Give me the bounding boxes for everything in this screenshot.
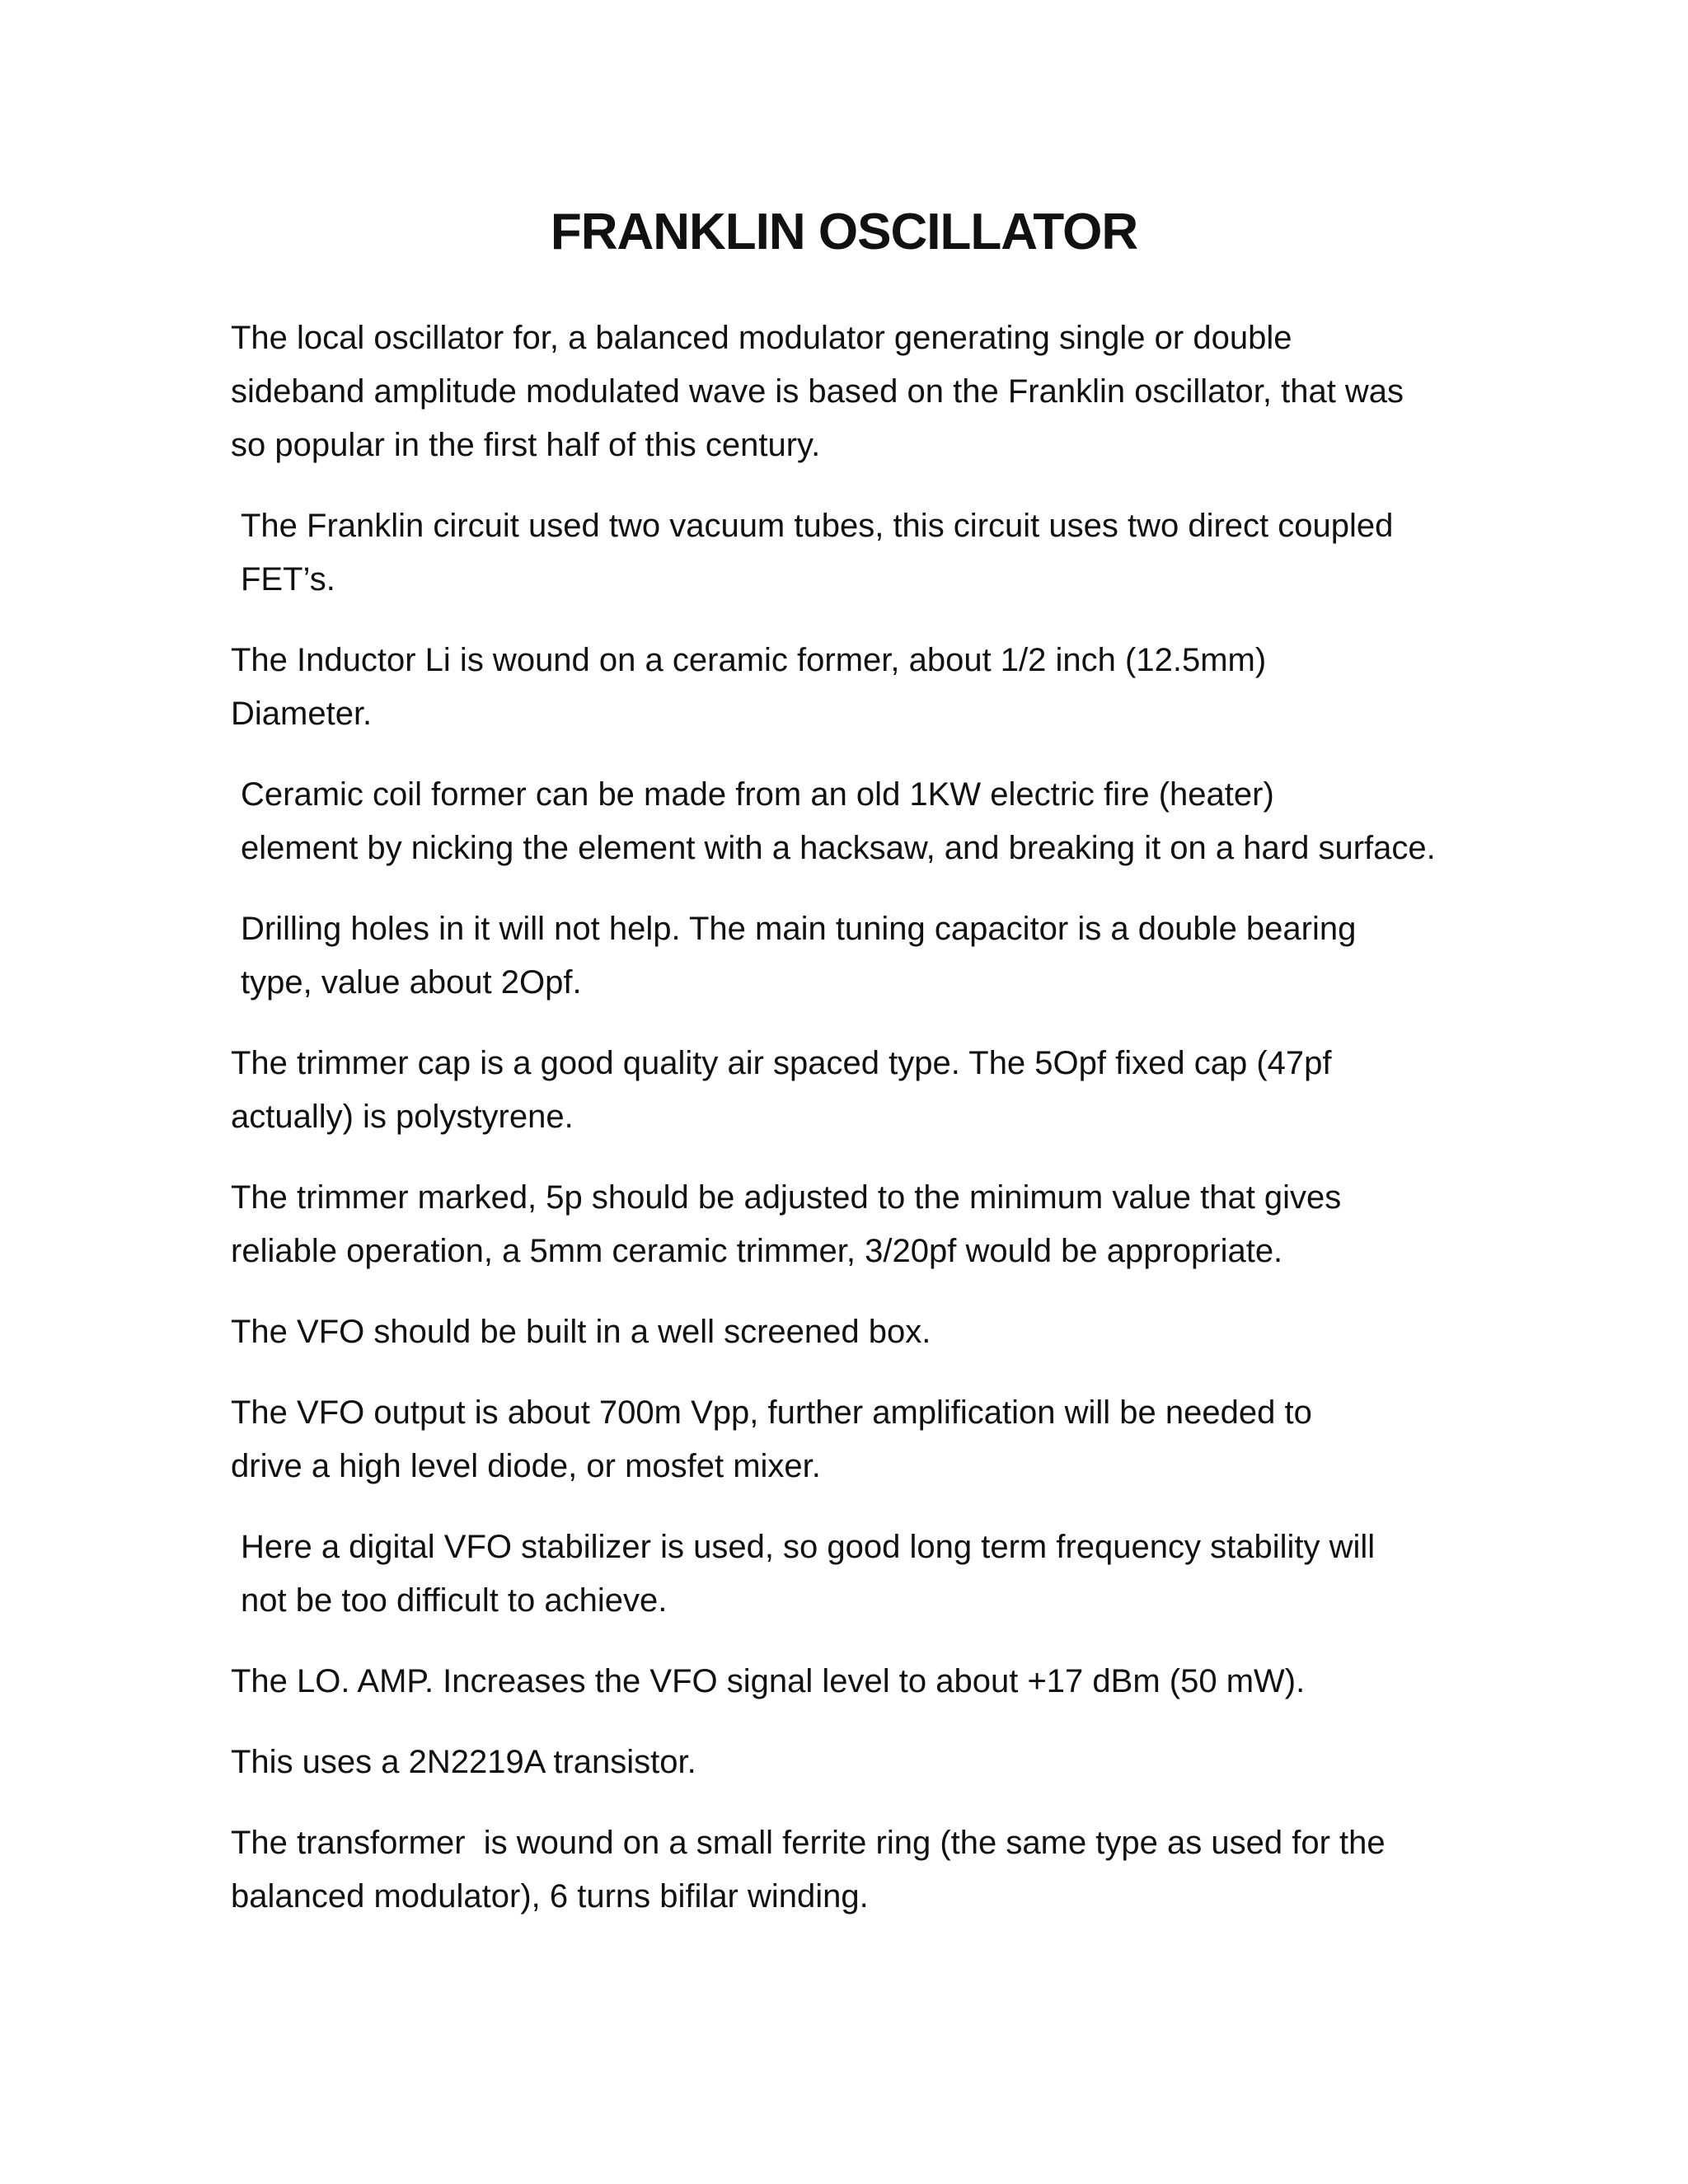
paragraph: The VFO should be built in a well screened box. bbox=[231, 1314, 931, 1350]
paragraph: The Inductor Li is wound on a ceramic former, about 1/2 inch (12.5mm) Diameter. bbox=[231, 642, 1267, 732]
paragraph: The transformer is wound on a small ferrite ring (the same type as used for the balanced modulator), 6 turns bifilar winding. bbox=[231, 1825, 1386, 1915]
paragraph: The local oscillator for, a balanced modulator generating single or double sideband amplitude modulated wave is based on the Franklin oscillator, that was so popular in the first half of this century. bbox=[231, 320, 1404, 463]
paragraph: The Franklin circuit used two vacuum tubes, this circuit uses two direct coupled FET’s. bbox=[241, 508, 1394, 598]
paragraph: Drilling holes in it will not help. The main tuning capacitor is a double bearing type, value about 2Opf. bbox=[241, 911, 1357, 1001]
paragraph: The LO. AMP. Increases the VFO signal level to about +17 dBm (50 mW). bbox=[231, 1663, 1306, 1699]
paragraph: The VFO output is about 700m Vpp, further amplification will be needed to drive a high level diode, or mosfet mixer. bbox=[231, 1394, 1312, 1484]
page-title: FRANKLIN OSCILLATOR bbox=[550, 204, 1138, 260]
paragraph: The trimmer marked, 5p should be adjusted to the minimum value that gives reliable operation, a 5mm ceramic trimmer, 3/20pf would be appropriate. bbox=[231, 1179, 1342, 1269]
paragraph: Ceramic coil former can be made from an old 1KW electric fire (heater) element by nicking the element with a hacksaw, and breaking it on a hard surface. bbox=[241, 776, 1436, 866]
document-body bbox=[198, 312, 1500, 1951]
paragraph: The trimmer cap is a good quality air spaced type. The 5Opf fixed cap (47pf actually) is polystyrene. bbox=[231, 1045, 1332, 1135]
paragraph: This uses a 2N2219A transistor. bbox=[231, 1744, 696, 1780]
paragraph: Here a digital VFO stabilizer is used, so good long term frequency stability will not be too difficult to achieve. bbox=[241, 1529, 1376, 1619]
